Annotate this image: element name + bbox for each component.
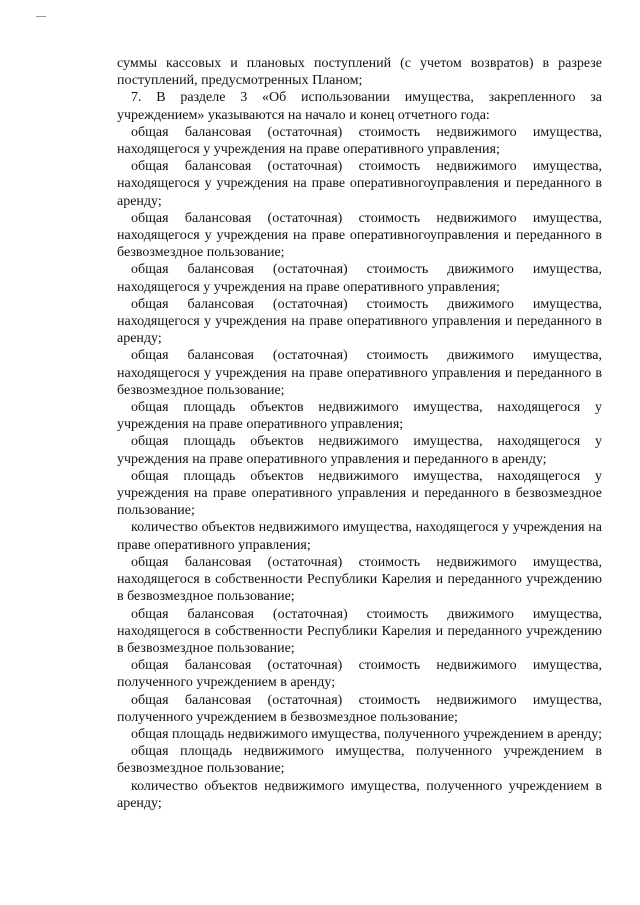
list-item: общая балансовая (остаточная) стоимость недвижимого имущества, полученного учреждением в безвозмездное пользование;	[117, 692, 602, 725]
list-item: общая площадь недвижимого имущества, полученного учреждением в безвозмездное пользование;	[117, 744, 602, 777]
list-item: общая балансовая (остаточная) стоимость недвижимого имущества, находящегося у учреждения на праве оперативного управления;	[117, 124, 602, 158]
list-item: общая балансовая (остаточная) стоимость движимого имущества, находящегося в собственности Республики Карелия и переданного учреждению в безвозмездное пользование;	[117, 606, 602, 656]
list-item: общая площадь объектов недвижимого имущества, находящегося у учреждения на праве оперативного управления и переданного в безвозмездное пользование;	[117, 468, 602, 519]
list-item: общая балансовая (остаточная) стоимость недвижимого имущества, находящегося в собственности Республики Карелия и переданного учреждению в безвозмездное пользование;	[117, 554, 602, 605]
list-item: общая площадь объектов недвижимого имущества, находящегося у учреждения на праве оперативного управления;	[117, 400, 602, 433]
list-item: общая площадь недвижимого имущества, полученного учреждением в аренду;	[131, 726, 602, 742]
list-item: общая площадь объектов недвижимого имущества, находящегося у учреждения на праве оперативного управления и переданного в аренду;	[117, 434, 602, 467]
scan-corner-mark	[36, 16, 46, 17]
paragraph-continuation: суммы кассовых и плановых поступлений (с учетом возвратов) в разрезе поступлений, предусмотренных Планом;	[117, 56, 602, 89]
list-item: общая балансовая (остаточная) стоимость движимого имущества, находящегося у учреждения на праве оперативного управления и переданного в аренду;	[117, 296, 602, 347]
list-item: количество объектов недвижимого имущества, находящегося у учреждения на праве оперативного управления;	[117, 520, 602, 553]
document-body	[117, 55, 602, 812]
paragraph-section-7: 7. В разделе 3 «Об использовании имущества, закрепленного за учреждением» указываются на начало и конец отчетного года:	[117, 90, 602, 123]
list-item: количество объектов недвижимого имущества, полученного учреждением в аренду;	[117, 778, 602, 811]
list-item: общая балансовая (остаточная) стоимость недвижимого имущества, находящегося у учреждения на праве оперативногоуправления и переданного в безвозмездное пользование;	[117, 210, 602, 261]
list-item: общая балансовая (остаточная) стоимость движимого имущества, находящегося у учреждения на праве оперативного управления и переданного в безвозмездное пользование;	[117, 348, 602, 398]
list-item: общая балансовая (остаточная) стоимость движимого имущества, находящегося у учреждения на праве оперативного управления;	[117, 262, 602, 295]
list-item: общая балансовая (остаточная) стоимость недвижимого имущества, полученного учреждением в аренду;	[117, 658, 602, 691]
list-item: общая балансовая (остаточная) стоимость недвижимого имущества, находящегося у учреждения на праве оперативногоуправления и переданного в аренду;	[117, 159, 602, 209]
